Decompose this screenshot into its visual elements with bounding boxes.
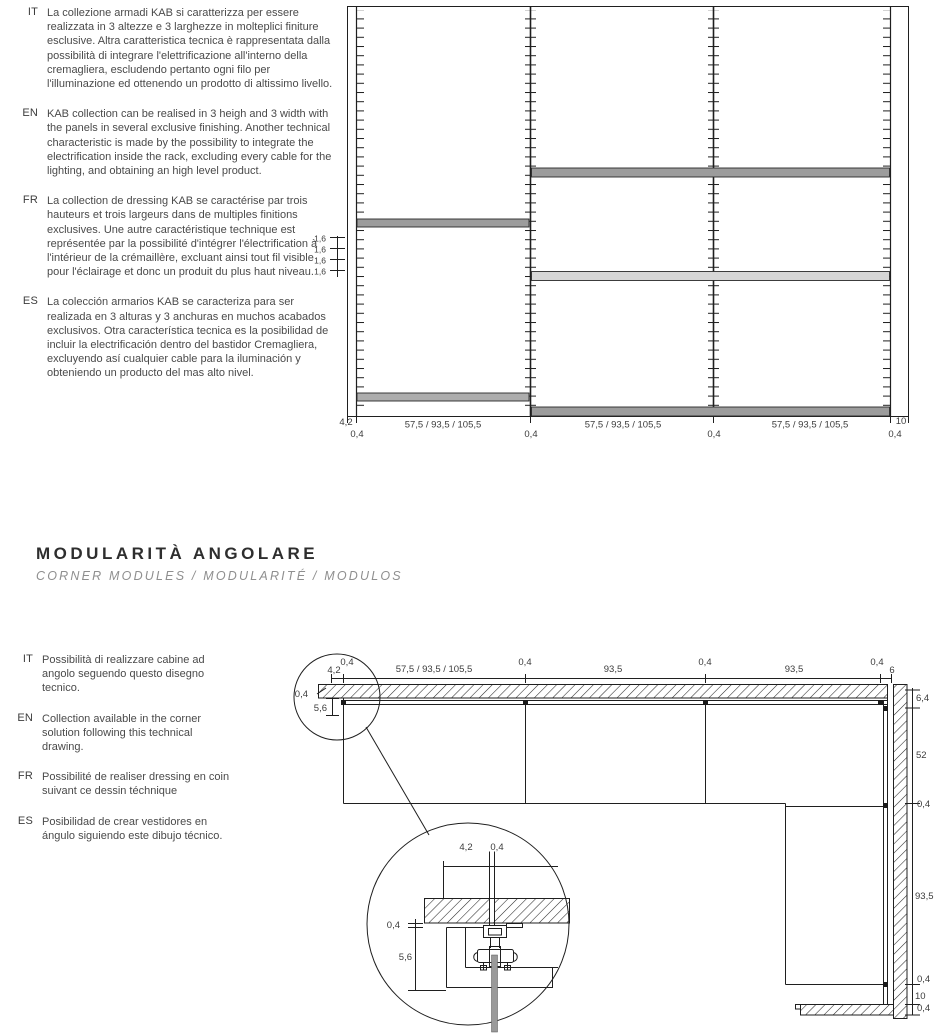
detail-leader-line	[366, 727, 429, 835]
corner-text-block	[8, 653, 230, 859]
plan-dim-left-04: 0,4	[294, 689, 308, 700]
corner-paragraph-en: Collection available in the corner solution following this technical drawing.	[42, 712, 201, 754]
dim-left-gap: 0,4	[350, 429, 364, 440]
section-title: MODULARITÀ ANGOLARE	[36, 544, 319, 563]
plan-dim-top-module1: 57,5 / 93,5 / 105,5	[395, 664, 473, 675]
language-label-en: EN	[22, 107, 38, 120]
language-label-it: IT	[27, 6, 38, 18]
rack-post-left	[357, 7, 365, 417]
language-label-fr: FR	[22, 194, 38, 207]
intro-text-block	[13, 6, 338, 397]
plan-dim-right-64: 6,4	[916, 693, 930, 704]
intro-row-it	[13, 6, 338, 91]
language-label-es: ES	[22, 295, 38, 308]
plan-dim-top-6: 6	[889, 665, 895, 676]
language-label-en: EN	[17, 711, 33, 724]
plan-dim-right-52: 52	[916, 750, 927, 761]
plan-dim-top-04d: 0,4	[870, 657, 884, 668]
rack-post-mid-1	[525, 7, 536, 417]
detail-clip-bracket	[484, 926, 507, 938]
plan-dim-right-04c: 0,4	[917, 1003, 931, 1014]
plan-dim-right-10: 10	[915, 991, 926, 1002]
plan-dim-top-04b: 0,4	[518, 657, 532, 668]
intro-paragraph-en: KAB collection can be realised in 3 heigh and 3 width with the panels in several exclusive finishing. Another technical characteristic is made by the possibility to integrate the electrification inside the rack, excluding every cable for the lighting, and obtaining an high level product.	[47, 108, 332, 178]
intro-paragraph-es: La colección armarios KAB se caracteriza para ser realizada en 3 alturas y 3 anchuras en muchos acabados exclusivos. Otra característica tecnica es la posibilidad de incluir la electrificación dentro del bastidor Cremagliera, excluyendo así cualquier cable para la iluminación y obteniendo un producto del mas alto nivel.	[47, 296, 329, 380]
rack-post-mid-2	[708, 7, 719, 417]
corner-row-es	[8, 815, 230, 843]
corner-row-it	[8, 653, 230, 696]
wardrobe-elevation-drawing	[296, 0, 939, 450]
rack-pitch-detail	[330, 236, 345, 277]
plan-top-dimension-line	[332, 674, 892, 683]
plan-dim-left-56: 5,6	[313, 703, 327, 714]
intro-row-fr	[13, 194, 338, 279]
shelf-left-bottom	[357, 393, 529, 401]
detail-dim-04-left: 0,4	[386, 920, 400, 931]
plan-dim-right-04a: 0,4	[917, 799, 931, 810]
plan-dim-right-935: 93,5	[915, 891, 934, 902]
language-label-fr: FR	[17, 770, 33, 783]
shelf-left-top	[357, 219, 529, 227]
detail-panel-hatch	[425, 899, 570, 924]
corner-plan-drawing	[280, 640, 939, 1035]
detail-dim-04-top: 0,4	[490, 842, 504, 853]
detail-dim-56-left: 5,6	[398, 952, 412, 963]
dim-divider-2: 0,4	[707, 429, 721, 440]
detail-cable-strip	[492, 955, 498, 1032]
intro-row-es	[13, 295, 338, 380]
plan-dim-top-module3: 93,5	[784, 664, 804, 675]
cabinet-outline	[348, 7, 909, 417]
plan-dim-top-42: 4,2	[327, 665, 341, 676]
intro-paragraph-it: La collezione armadi KAB si caratterizza per essere realizzata in 3 altezze e 3 larghezze in molteplici finiture esclusive. Altra caratteristica tecnica è rappresentata dalla possibilità di integrare l'elettrificazione all'interno della cremagliera, escludendo pertanto ogni filo per l'illuminazione ed ottenendo un prodotto di altissimo livello.	[47, 7, 333, 91]
rack-post-right	[883, 7, 891, 417]
intro-row-en	[13, 107, 338, 178]
rack-rails	[344, 698, 888, 1005]
corner-row-en	[8, 712, 230, 755]
shelves	[357, 168, 890, 416]
language-label-it: IT	[22, 653, 33, 665]
rail-connectors	[341, 700, 888, 987]
plan-partitions	[344, 698, 888, 985]
dim-pitch-4: 1,6	[314, 266, 326, 277]
plan-back-wall	[319, 685, 888, 699]
shelf-wide-light	[532, 272, 890, 281]
rack-detail-view	[387, 842, 570, 1032]
dim-pitch-2: 1,6	[314, 244, 326, 255]
detail-left-dimension	[408, 919, 446, 991]
intro-paragraph-fr: La collection de dressing KAB se caractérise par trois hauteurs et trois largeurs dans de multiples finitions exclusives. Une autre caractéristique technique est représentée par la possibilité d'intégrer l'électrification à l'intérieur de la crémaillère, excluant ainsi tout fil visible pour l'éclairage et donc un produit du plus haut niveau.	[47, 195, 318, 279]
section-heading	[36, 544, 403, 583]
corner-paragraph-fr: Possibilité de realiser dressing en coin suivant ce dessin téchnique	[42, 771, 230, 798]
dim-module-1: 57,5 / 93,5 / 105,5	[404, 419, 482, 431]
dim-module-3: 57,5 / 93,5 / 105,5	[771, 419, 849, 431]
dim-left-thickness: 4,2	[339, 417, 353, 428]
plan-dim-top-04c: 0,4	[698, 657, 712, 668]
language-label-es: ES	[17, 814, 33, 827]
dim-right-gap: 0,4	[888, 429, 902, 440]
plan-right-wall	[894, 685, 908, 1019]
detail-dim-42: 4,2	[459, 842, 473, 853]
dim-right-depth: 10	[895, 416, 907, 427]
plan-dim-top-04a: 0,4	[340, 657, 354, 668]
section-subtitle: CORNER MODULES / MODULARITÉ / MODULOS	[36, 569, 403, 583]
shelf-wide-top	[532, 168, 890, 177]
dim-divider-1: 0,4	[524, 429, 538, 440]
corner-paragraph-it: Possibilità di realizzare cabine ad angolo seguendo questo disegno tecnico.	[42, 654, 205, 695]
corner-row-fr	[8, 770, 230, 798]
dim-module-2: 57,5 / 93,5 / 105,5	[584, 419, 662, 431]
dim-pitch-1: 1,6	[314, 233, 326, 244]
detail-clip-tab	[507, 924, 523, 928]
corner-paragraph-es: Posibilidad de crear vestidores en ángulo siguiendo este dibujo técnico.	[42, 815, 223, 842]
plan-bottom-panel	[796, 1005, 894, 1016]
dim-pitch-3: 1,6	[314, 255, 326, 266]
plan-dim-top-module2: 93,5	[603, 664, 623, 675]
base-panel	[532, 407, 890, 416]
plan-dim-right-04b: 0,4	[917, 974, 931, 985]
